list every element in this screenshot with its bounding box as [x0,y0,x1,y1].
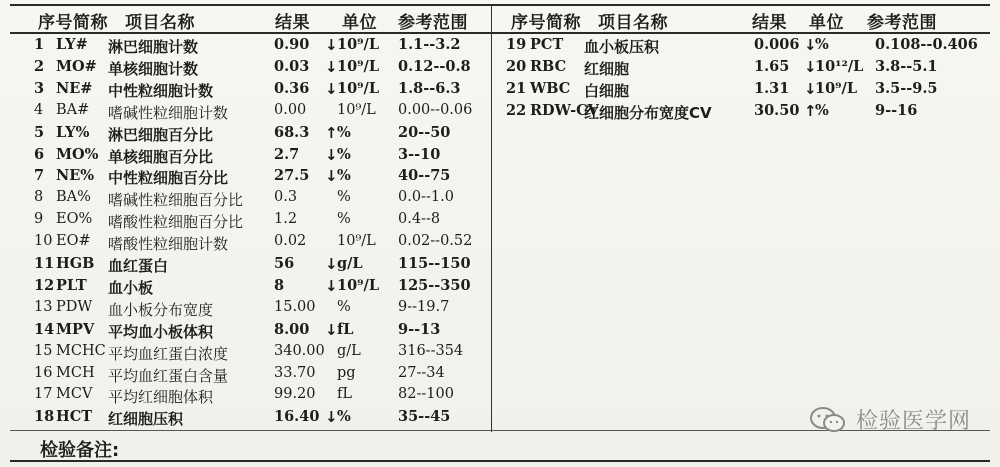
row-abbr: BA% [56,189,91,206]
row-unit: % [815,36,829,53]
row-range: 27--34 [398,364,445,381]
row-number: 14 [34,320,55,338]
row-result: 0.90 [274,36,310,53]
row-item-name: 平均红细胞体积 [108,388,214,407]
row-result: 27.5 [274,167,310,185]
row-number: 6 [34,145,45,163]
row-result: 1.65 [754,57,790,75]
row-abbr: WBC [530,79,571,97]
row-range: 9--19.7 [398,298,450,315]
row-result: 56 [274,255,295,272]
row-range: 0.108--0.406 [875,36,978,53]
row-unit: % [337,211,351,228]
row-unit: fL [337,320,354,338]
row-range: 3.5--9.5 [875,79,938,97]
row-number: 9 [34,211,44,228]
row-range: 1.1--3.2 [398,36,461,53]
row-result: 30.50 [754,101,800,119]
row-result: 2.7 [274,145,300,163]
row-item-name: 中性粒细胞计数 [108,81,214,100]
watermark-text: 检验医学网 [856,409,972,434]
row-abbr: MCHC [56,342,106,359]
row-item-name: 嗜酸性粒细胞百分比 [108,213,244,232]
row-result: 0.006 [754,36,800,53]
row-abbr: MO% [56,145,99,163]
row-range: 40--75 [398,167,451,185]
row-range: 82--100 [398,386,454,403]
row-range: 0.00--0.06 [398,101,473,118]
row-range: 0.4--8 [398,211,441,228]
header-item-name: 项目名称 [598,13,668,33]
row-result: 15.00 [274,298,316,315]
row-flag: ↓ [325,145,338,164]
row-number: 8 [34,189,44,206]
row-abbr: PLT [56,276,87,294]
row-flag: ↓ [804,57,817,76]
row-unit: % [337,145,351,163]
row-result: 16.40 [274,408,320,426]
row-item-name: 血小板分布宽度 [108,300,214,319]
row-range: 9--16 [875,101,918,119]
row-unit: % [337,167,351,185]
row-range: 35--45 [398,408,451,426]
row-range: 0.12--0.8 [398,57,471,75]
row-number: 17 [34,386,53,403]
remark-rule [10,460,990,462]
row-number: 21 [506,79,527,97]
row-number: 5 [34,123,45,141]
row-abbr: MO# [56,57,97,75]
row-range: 125--350 [398,276,471,294]
row-number: 11 [34,255,55,272]
row-number: 4 [34,101,44,118]
row-item-name: 中性粒细胞百分比 [108,169,229,188]
row-abbr: LY# [56,36,88,53]
row-flag: ↓ [325,408,338,427]
header-range: 参考范围 [867,13,937,33]
header-seq-abbr: 序号简称 [511,13,581,33]
row-item-name: 平均血小板体积 [108,322,214,341]
row-unit: fL [337,386,352,403]
header-result: 结果 [752,13,787,33]
row-number: 7 [34,167,45,185]
row-range: 3--10 [398,145,441,163]
row-item-name: 淋巴细胞计数 [108,38,199,56]
row-number: 19 [506,36,527,53]
row-number: 18 [34,408,55,426]
row-unit: 10⁹/L [815,79,858,97]
row-range: 9--13 [398,320,441,338]
row-abbr: NE% [56,167,95,185]
row-result: 33.70 [274,364,316,381]
row-number: 10 [34,233,53,250]
row-unit: % [337,298,351,315]
row-abbr: PDW [56,298,93,315]
wechat-official-account-icon [808,405,848,435]
row-result: 0.03 [274,57,310,75]
row-item-name: 单核细胞百分比 [108,147,214,166]
row-number: 16 [34,364,53,381]
header-item-name: 项目名称 [125,13,195,33]
row-flag: ↓ [325,167,338,186]
row-abbr: HCT [56,408,93,426]
row-unit: 10⁹/L [337,101,376,118]
row-unit: % [815,101,829,119]
row-number: 2 [34,57,45,75]
row-number: 15 [34,342,53,359]
header-unit: 单位 [809,13,844,33]
row-number: 22 [506,101,527,119]
row-unit: g/L [337,255,363,272]
row-result: 1.31 [754,79,790,97]
row-unit: % [337,123,351,141]
row-flag: ↓ [325,255,338,273]
row-number: 3 [34,79,45,97]
row-flag: ↑ [804,101,817,120]
row-result: 0.36 [274,79,310,97]
row-abbr: PCT [530,36,564,53]
row-unit: g/L [337,342,361,359]
row-unit: 10⁹/L [337,36,380,53]
row-item-name: 红细胞分布宽度CV [584,103,712,122]
row-result: 0.02 [274,233,307,250]
header-result: 结果 [275,13,310,33]
row-result: 99.20 [274,386,316,403]
row-flag: ↓ [804,36,817,54]
row-number: 13 [34,298,53,315]
row-item-name: 平均血红蛋白浓度 [108,344,229,363]
row-range: 0.0--1.0 [398,189,454,206]
column-divider [491,4,492,432]
row-result: 8 [274,276,285,294]
row-range: 3.8--5.1 [875,57,938,75]
row-item-name: 平均血红蛋白含量 [108,366,229,385]
watermark [808,404,971,435]
header-unit: 单位 [342,13,377,33]
row-abbr: RDW-CV [530,101,599,119]
header-seq-abbr: 序号简称 [38,13,108,33]
row-item-name: 血小板 [108,278,154,297]
row-range: 316--354 [398,342,464,359]
row-unit: pg [337,364,356,381]
row-result: 0.3 [274,189,298,206]
row-result: 1.2 [274,211,298,228]
row-number: 20 [506,57,527,75]
row-unit: 10¹²/L [815,57,864,75]
row-item-name: 血红蛋白 [108,257,169,275]
row-flag: ↓ [325,320,338,339]
row-abbr: RBC [530,57,567,75]
remark-label: 检验备注: [40,440,120,461]
row-range: 20--50 [398,123,451,141]
row-flag: ↓ [325,276,338,295]
row-result: 68.3 [274,123,310,141]
row-item-name: 嗜酸性粒细胞计数 [108,235,229,254]
row-unit: 10⁹/L [337,57,380,75]
row-number: 1 [34,36,45,53]
row-item-name: 白细胞 [584,81,630,100]
row-abbr: EO# [56,233,91,250]
row-item-name: 淋巴细胞百分比 [108,125,214,144]
row-flag: ↓ [325,57,338,76]
row-result: 340.00 [274,342,325,359]
row-flag: ↑ [325,123,338,142]
row-abbr: BA# [56,101,90,118]
row-unit: 10⁹/L [337,276,380,294]
row-result: 0.00 [274,101,307,118]
row-abbr: MCH [56,364,95,381]
row-range: 115--150 [398,255,471,272]
row-abbr: MCV [56,386,93,403]
row-number: 12 [34,276,55,294]
row-range: 1.8--6.3 [398,79,461,97]
row-abbr: EO% [56,211,93,228]
row-unit: % [337,408,351,426]
row-item-name: 嗜碱性粒细胞百分比 [108,191,244,210]
row-abbr: MPV [56,320,95,338]
row-item-name: 红细胞 [584,59,630,78]
row-flag: ↓ [325,79,338,98]
row-item-name: 嗜碱性粒细胞计数 [108,103,229,122]
row-unit: % [337,189,351,206]
header-range: 参考范围 [398,13,468,33]
row-abbr: HGB [56,255,95,272]
row-item-name: 单核细胞计数 [108,59,199,78]
row-range: 0.02--0.52 [398,233,473,250]
row-unit: 10⁹/L [337,233,376,250]
row-abbr: NE# [56,79,93,97]
row-unit: 10⁹/L [337,79,380,97]
top-rule [10,4,990,6]
row-abbr: LY% [56,123,90,141]
row-item-name: 血小板压积 [584,38,660,56]
row-flag: ↓ [804,79,817,98]
row-result: 8.00 [274,320,310,338]
row-item-name: 红细胞压积 [108,410,184,429]
row-flag: ↓ [325,36,338,54]
